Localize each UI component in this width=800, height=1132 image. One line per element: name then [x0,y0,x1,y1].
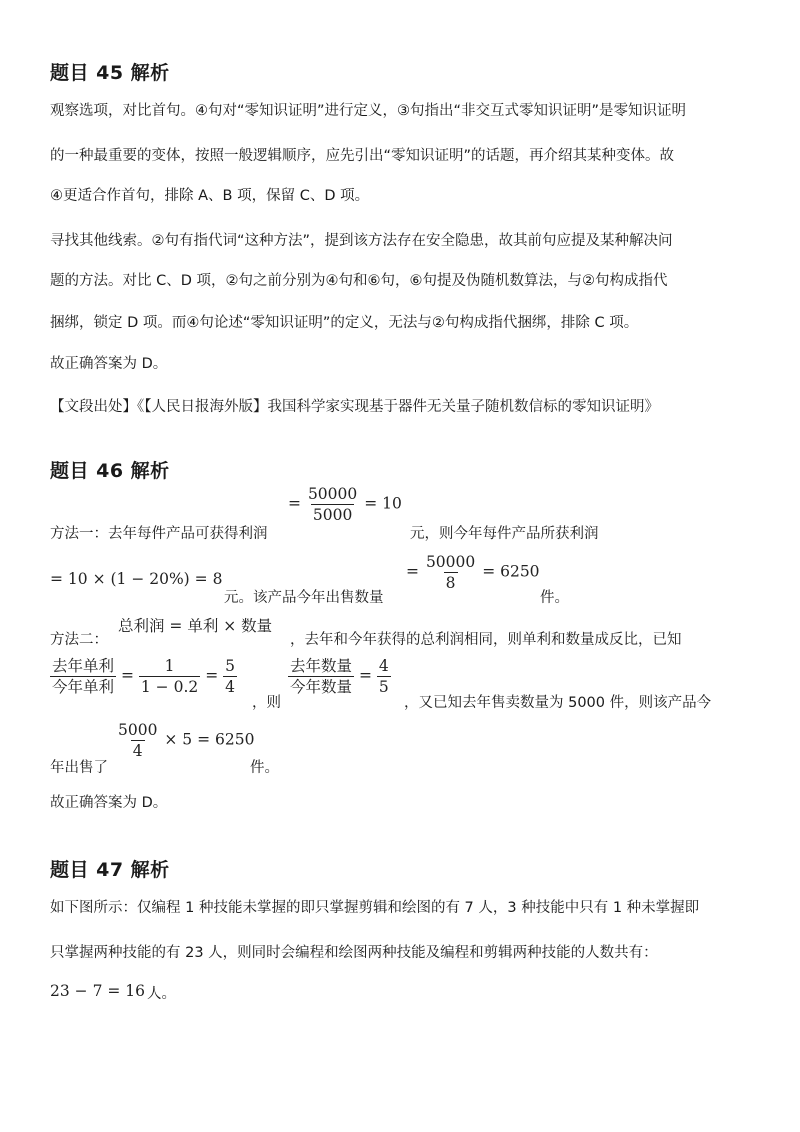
fraction [306,484,359,525]
fraction [139,656,200,697]
denominator: 4 [225,678,235,696]
q46-ratio-quantity: $\frac{\text{去年数量}}{\text{今年数量}}$ = $\frac{4}{5}$ [290,657,389,696]
numerator: 50000 [307,485,358,503]
q45-line-4: 寻找其他线索。②句有指代词“这种方法”，提到该方法存在安全隐患，故其前句应提及某种解决问 [50,233,673,249]
q47-line-1: 如下图所示：仅编程 1 种技能未掌握的即只掌握剪辑和绘图的有 7 人，3 种技能中只有 1 种未掌握即 [50,900,700,916]
q46-eq-sold-this-year [116,720,254,761]
q45-source: 【文段出处】《【人民日报海外版】我国科学家实现基于器件无关量子随机数信标的零知识证明》 [50,399,659,415]
numerator: 5000 [118,721,158,739]
denominator: 4 [132,742,143,760]
q45-answer: 故正确答案为 D。 [50,356,168,372]
q46-method2-text2: ，去年和今年获得的总利润相同，则单利和数量成反比，已知 [290,632,682,648]
q47-line-2: 只掌握两种技能的有 23 人，则同时会编程和绘图两种技能及编程和剪辑两种技能的人数共有： [50,945,658,961]
numerator: 1 [164,657,175,675]
q46-method1-text2: 元，则今年每件产品所获利润 [410,526,599,542]
q47-eq: 23 − 7 = 16 [50,982,145,1000]
q47-eq-suffix: 人。 [147,986,176,1002]
q45-line-3: ④更适合作首句，排除 A、B 项，保留 C、D 项。 [50,188,370,204]
q46-title: 题目 46 解析 [50,460,170,482]
q46-method2-text5: 件。 [250,760,279,776]
q45-line-5: 题的方法。对比 C、D 项，②句之前分别为④句和⑥句，⑥句提及伪随机数算法，与②句构成指代 [50,273,668,289]
q46-eq-profit-this-year: = 10 × (1 − 20%) = 8 [50,570,223,588]
q46-ratio-unit-profit: $\frac{\text{去年单利}}{\text{今年单利}}$ = $\frac{1}{1 - 0.2}$ = $\frac{5}{4}$ [52,657,235,696]
eq-suffix: × 5 = 6250 [164,730,255,749]
fraction [377,656,391,697]
denominator: 今年数量 [290,678,353,696]
eq-suffix: = 10 [364,494,402,513]
denominator: 5 [378,678,389,696]
q46-method1-text: 方法一：去年每件产品可获得利润 [50,526,268,542]
fraction [116,720,159,761]
denominator: 今年单利 [52,678,115,696]
q45-line-1: 观察选项，对比首句。④句对“零知识证明”进行定义，③句指出“非交互式零知识证明”是零知识证明 [50,103,687,119]
q46-eq-quantity [406,552,540,593]
fraction [50,656,116,697]
numerator: 4 [378,657,389,675]
q46-method1-text4: 件。 [540,590,569,606]
numerator: 5 [225,657,235,675]
q46-method2-then: ，则 [252,695,281,711]
denominator: 5000 [312,506,353,524]
q47-title: 题目 47 解析 [50,859,170,881]
numerator: 50000 [425,553,476,571]
q45-line-6: 捆绑，锁定 D 项。而④句论述“零知识证明”的定义，无法与②句构成指代捆绑，排除 C 项。 [50,315,639,331]
fraction [424,552,477,593]
eq-prefix: = [288,494,301,513]
denominator: 8 [445,574,456,592]
q46-eq-profit-last-year [288,484,402,525]
denominator: 1 − 0.2 [140,678,199,696]
fraction [288,656,354,697]
q46-method2-text: 方法二： [50,632,108,648]
q45-title: 题目 45 解析 [50,62,170,84]
numerator: 去年单利 [52,657,115,675]
eq-prefix: = [406,562,419,581]
q46-method2-text3: ，又已知去年售卖数量为 5000 件，则该产品今 [404,695,712,711]
q46-method2-text4: 年出售了 [50,760,108,776]
q45-line-2: 的一种最重要的变体，按照一般逻辑顺序，应先引出“零知识证明”的话题，再介绍其某种变体。故 [50,148,675,164]
q46-answer: 故正确答案为 D。 [50,795,168,811]
q46-method1-text3: 元。该产品今年出售数量 [224,590,384,606]
fraction [223,656,237,697]
numerator: 去年数量 [290,657,353,675]
eq-suffix: = 6250 [482,562,540,581]
q46-eq-total-profit: 总利润 = 单利 × 数量 [118,617,273,635]
